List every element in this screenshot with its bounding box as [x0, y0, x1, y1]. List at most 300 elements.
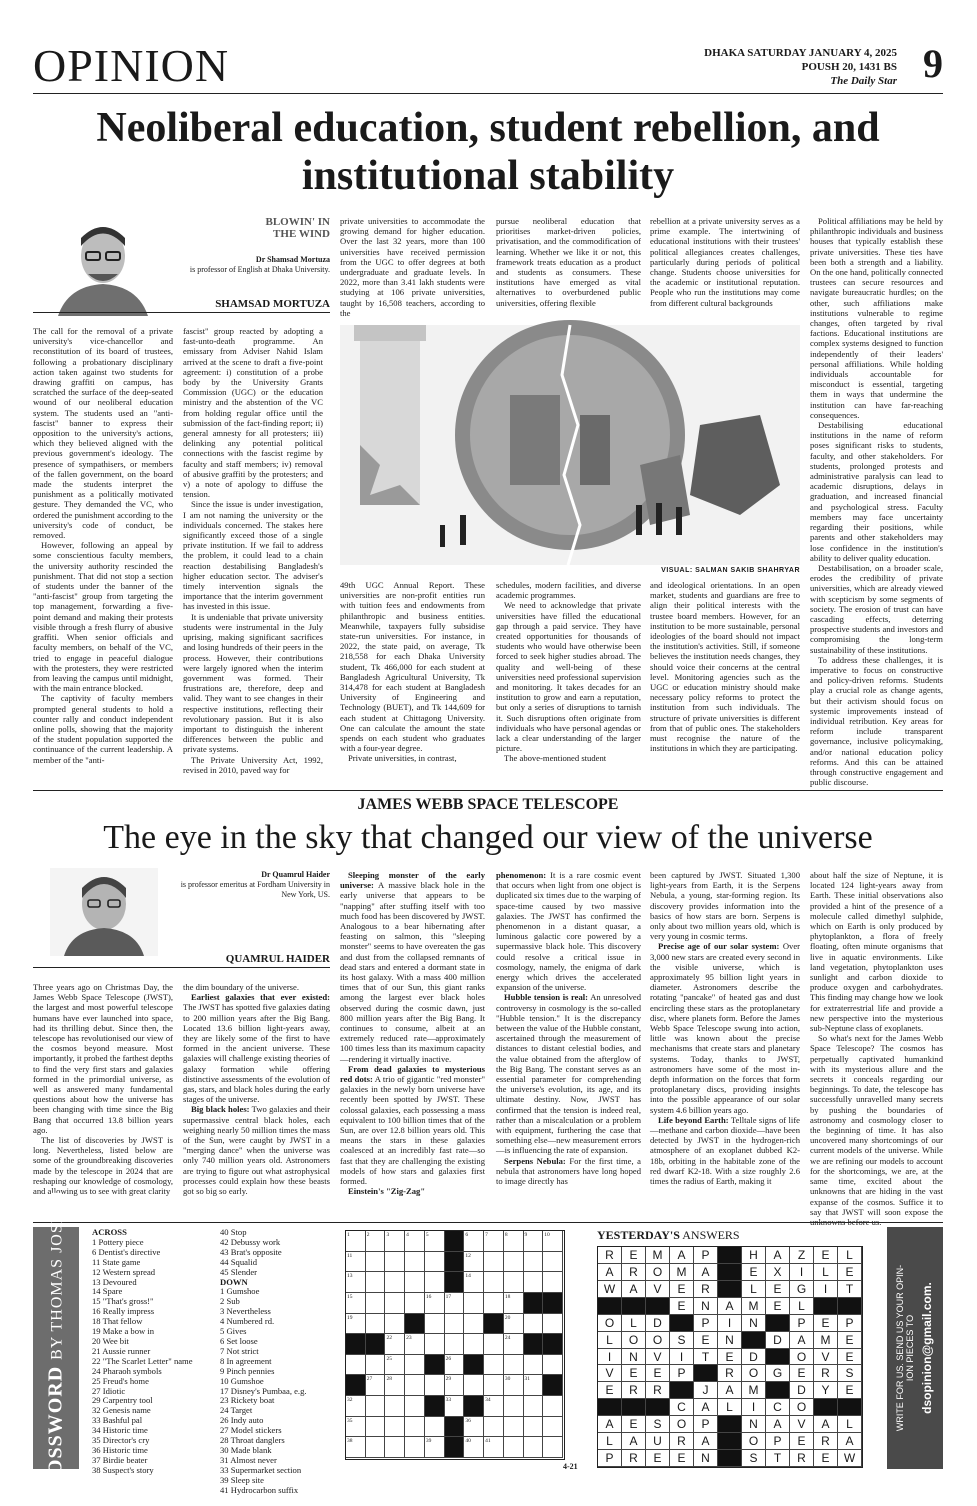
- answer-letter: V: [646, 1349, 670, 1366]
- clue-item: 19 Make a bow in: [92, 1326, 155, 1337]
- answer-letter: R: [622, 1450, 646, 1467]
- paragraph: A trio of gigantic "red monster" galaxies in the newly born universe have recently been spotted by JWST. These colossal galaxies, each possessing a mass equivalent to 100 billion times that of the Sun, are over 12.8 billion years old. This means the stars in these galaxies coalesced at an incredibly fast rate—so fast that they are challenging the existing models of how stars and galaxies first formed.: [340, 1074, 485, 1187]
- grid-cell[interactable]: 38: [346, 1437, 366, 1458]
- clue-list: [220, 1287, 338, 1495]
- clue-item: 14 Spare: [92, 1286, 123, 1297]
- clue-item: 8 In agreement: [220, 1355, 272, 1366]
- grid-cell[interactable]: [425, 1252, 445, 1273]
- paragraph: The above-mentioned student: [504, 753, 607, 764]
- answer-letter: O: [742, 1433, 766, 1450]
- grid-cell[interactable]: [366, 1355, 386, 1376]
- grid-cell[interactable]: 19: [346, 1314, 366, 1335]
- clue-item: 4 Numbered rd.: [220, 1316, 275, 1327]
- subhead: Hubble tension is real:: [504, 992, 589, 1003]
- grid-block: [543, 1334, 563, 1355]
- grid-cell[interactable]: 3: [385, 1231, 405, 1252]
- crossword-title-text: CROSSWORD: [44, 1365, 67, 1506]
- grid-block: [484, 1314, 504, 1335]
- answer-letter: R: [694, 1281, 718, 1298]
- clue-item: 6 Dentist's directive: [92, 1246, 161, 1257]
- grid-cell[interactable]: 8: [504, 1231, 524, 1252]
- byline: QUAMRUL HAIDER: [33, 953, 330, 968]
- contact-line-2: ION PIECES TO: [905, 1314, 915, 1382]
- answer-letter: E: [838, 1349, 862, 1366]
- subhead: Earliest galaxies that ever existed:: [191, 992, 330, 1003]
- clue-item: 40 Stop: [220, 1227, 247, 1237]
- clue-item: 41 Hydrocarbon suffix: [220, 1484, 299, 1495]
- grid-cell[interactable]: 36: [464, 1417, 484, 1438]
- subhead: Life beyond Earth:: [658, 1114, 729, 1125]
- page-number: 9: [923, 41, 943, 86]
- grid-cell[interactable]: [504, 1272, 524, 1293]
- answer-letter: D: [790, 1382, 814, 1399]
- answer-letter: T: [694, 1349, 718, 1366]
- author-bio-text: is professor emeritus at Fordham University in New York, US.: [180, 880, 330, 899]
- grid-cell[interactable]: 27: [366, 1375, 386, 1396]
- clue-item: 26 Indy auto: [220, 1415, 264, 1426]
- answer-letter: H: [742, 1247, 766, 1264]
- answer-letter: T: [766, 1450, 790, 1467]
- answer-letter: A: [598, 1264, 622, 1281]
- article-1-column-1: [33, 326, 173, 768]
- answer-block: [670, 1382, 694, 1399]
- grid-block: [464, 1355, 484, 1376]
- grid-cell[interactable]: [543, 1396, 563, 1417]
- clue-item: 18 That fellow: [92, 1316, 143, 1327]
- grid-cell[interactable]: 29: [445, 1375, 465, 1396]
- grid-cell[interactable]: 24: [504, 1334, 524, 1355]
- dateline: [704, 46, 897, 88]
- grid-cell[interactable]: [524, 1252, 544, 1273]
- answer-block: [718, 1450, 742, 1467]
- article-1-column-5-top: [650, 216, 800, 320]
- paragraph: So what's next for the James Webb Space Telescope? The cosmos has perpetually captivated humankind with its mysterious allure and the secrets it conceals regarding our beginnings. To date, the telescope has successfully unravelled many secrets by pushing the boundaries of astronomy and cosmology closer to the beginning of time. It has also uncovered many shortcomings of our current models of the universe. While we are refining our models to account for the shortcomings, we are, at the same time, excited about the unknowns that are hiding in the vast expanse of the cosmos. Suffice it to say that JWST will soon expose the unknowns before us.: [810, 1033, 943, 1227]
- answer-letter: O: [790, 1399, 814, 1416]
- paragraph: Destabilising educational institutions in the name of reform poses significant risks to students, faculty, and other stakeholders. For students, prolonged protests and administrative paralysis can lead to academic disruptions, delays in graduation, and increased financial and psychological stress. Faculty members may face uncertainty regarding their positions, while parents and other stakeholders may lose confidence in the institution's ability to deliver quality education.: [810, 420, 943, 563]
- answer-block: [766, 1315, 790, 1332]
- answer-block: [718, 1247, 742, 1264]
- paragraph: schedules, modern facilities, and diverse academic programmes.: [496, 580, 641, 601]
- grid-cell[interactable]: 35: [346, 1417, 366, 1438]
- clue-item: 1 Gumshoe: [220, 1286, 260, 1297]
- grid-cell[interactable]: [543, 1355, 563, 1376]
- grid-cell[interactable]: [425, 1334, 445, 1355]
- contact-line-1: WRITE FOR US. SEND US YOUR OPIN-: [895, 1264, 905, 1432]
- grid-block: [445, 1252, 465, 1273]
- grid-block: [346, 1334, 366, 1355]
- grid-cell[interactable]: [484, 1355, 504, 1376]
- crossword-author: BY THOMAS JOSEPH: [48, 1190, 66, 1360]
- grid-block: [445, 1417, 465, 1438]
- grid-cell[interactable]: [484, 1293, 504, 1314]
- paragraph: It is a rare cosmic event that occurs when light from one object is duplicated six times due to the warping of space-time caused by two massive galaxies. The JWST has confirmed the phenomenon in a distant quasar, a luminous galactic core powered by a supermassive black hole. This discovery could resolve a critical issue in cosmology, namely, the enigma of dark energy which drives the accelerated expansion of the universe.: [496, 870, 642, 993]
- answer-letter: J: [694, 1382, 718, 1399]
- grid-cell[interactable]: 34: [484, 1396, 504, 1417]
- grid-cell[interactable]: [464, 1375, 484, 1396]
- paragraph: We need to acknowledge that private universities have filled the educational gap through a paid service. They have created opportunities for thousands of students who would have otherwise been forced to seek higher studies abroad. The quality and well-being of these universities need professional supervision and monitoring. It takes decades for an institution to grow and earn a reputation, but only a series of disruptions to tarnish it. Such disruptions often originate from individuals who have personal agendas or lack a clear understanding of the larger picture.: [496, 600, 641, 754]
- answer-letter: E: [718, 1349, 742, 1366]
- answer-letter: D: [766, 1332, 790, 1349]
- grid-cell[interactable]: [366, 1437, 386, 1458]
- clue-item: 36 Historic time: [92, 1444, 148, 1455]
- answer-letter: P: [838, 1315, 862, 1332]
- answer-letter: E: [838, 1332, 862, 1349]
- grid-cell[interactable]: 6: [464, 1231, 484, 1252]
- grid-cell[interactable]: 31: [524, 1375, 544, 1396]
- answer-letter: A: [670, 1247, 694, 1264]
- answer-letter: L: [838, 1416, 862, 1433]
- answer-block: [718, 1281, 742, 1298]
- grid-cell[interactable]: [385, 1437, 405, 1458]
- grid-cell[interactable]: [504, 1437, 524, 1458]
- clue-item: 1 Pottery piece: [92, 1236, 144, 1247]
- clue-item: 30 Made blank: [220, 1444, 272, 1455]
- paragraph: Since the issue is under investigation, I am not naming the university or the individuals concerned. The stakes here significantly exceed those of a single private institution. If we fail to address the problem, it could lead to a chain reaction destabilising Bangladesh's higher education sector. The adviser's timely intervention signals the importance that the interim government has invested in this issue.: [183, 499, 323, 612]
- clue-item: 17 Disney's Pumbaa, e.g.: [220, 1385, 307, 1396]
- answer-letter: W: [838, 1450, 862, 1467]
- grid-cell[interactable]: [464, 1334, 484, 1355]
- answer-letter: L: [814, 1264, 838, 1281]
- grid-cell[interactable]: 5: [425, 1231, 445, 1252]
- clue-item: 37 Birdie beater: [92, 1454, 148, 1465]
- grid-cell[interactable]: [504, 1355, 524, 1376]
- grid-cell[interactable]: [524, 1355, 544, 1376]
- clue-item: 25 Freud's home: [92, 1375, 149, 1386]
- contact-text: [895, 1265, 915, 1431]
- grid-cell[interactable]: [405, 1375, 425, 1396]
- section-divider: [33, 790, 943, 791]
- author-bio-name: Dr Shamsad Mortuza: [255, 255, 330, 264]
- grid-cell[interactable]: 17: [445, 1293, 465, 1314]
- grid-cell[interactable]: [524, 1437, 544, 1458]
- paragraph: Private universities, in contrast,: [348, 753, 457, 764]
- answer-letter: E: [622, 1416, 646, 1433]
- grid-cell[interactable]: [385, 1417, 405, 1438]
- grid-cell[interactable]: [543, 1272, 563, 1293]
- answer-letter: R: [622, 1382, 646, 1399]
- grid-cell[interactable]: [524, 1417, 544, 1438]
- paragraph: The call for the removal of a private university's vice-chancellor and reconstitution of its board of trustees, following a probationary disciplinary action taken against two students for drawing graffiti on campus, has scratched the surface of the deep-seated wound of our neoliberal education system. The students used an "anti-fascist" banner to express their opposition to the university's actions, which they believed aligned with the previous government's ideology. The presence of sympathisers, or members of the fallen government, on the board made the students interpret the punishment as a politically motivated gesture. They demanded the VC, who ordered the punishment according to the university's code of conduct, be removed.: [33, 326, 173, 541]
- grid-id: 4-21: [563, 1462, 578, 1471]
- grid-cell[interactable]: 15: [346, 1293, 366, 1314]
- clue-item: 28 Throat danglers: [220, 1435, 285, 1446]
- grid-cell[interactable]: 30: [504, 1375, 524, 1396]
- clue-item: 32 Genesis name: [92, 1405, 151, 1416]
- grid-cell[interactable]: 23: [405, 1334, 425, 1355]
- grid-cell[interactable]: [366, 1293, 386, 1314]
- grid-cell[interactable]: 11: [346, 1252, 366, 1273]
- answer-letter: E: [790, 1433, 814, 1450]
- paragraph: For the first time, a nebula that astronomers have long hoped to image directly has: [496, 1155, 641, 1187]
- article-1-column-2: [183, 326, 323, 775]
- grid-cell[interactable]: [504, 1252, 524, 1273]
- grid-cell[interactable]: [543, 1252, 563, 1273]
- grid-cell[interactable]: [405, 1252, 425, 1273]
- grid-cell[interactable]: 32: [346, 1396, 366, 1417]
- subhead: phenomenon:: [496, 870, 547, 880]
- grid-cell[interactable]: [405, 1293, 425, 1314]
- clue-item: 15 "That's gross!": [92, 1296, 154, 1307]
- grid-cell[interactable]: [366, 1272, 386, 1293]
- clue-item: 45 Slender: [220, 1266, 257, 1277]
- grid-cell[interactable]: [524, 1314, 544, 1335]
- answer-letter: A: [718, 1298, 742, 1315]
- answer-letter: R: [622, 1264, 646, 1281]
- grid-cell[interactable]: [385, 1252, 405, 1273]
- answer-block: [718, 1264, 742, 1281]
- answer-letter: T: [838, 1281, 862, 1298]
- answer-letter: Y: [814, 1382, 838, 1399]
- grid-cell[interactable]: [385, 1314, 405, 1335]
- clue-item: 5 Gives: [220, 1326, 247, 1337]
- answer-letter: E: [814, 1247, 838, 1264]
- grid-cell[interactable]: [405, 1355, 425, 1376]
- clues-down-heading: DOWN: [220, 1276, 248, 1287]
- answer-block: [598, 1298, 622, 1315]
- answer-letter: D: [646, 1315, 670, 1332]
- grid-cell[interactable]: 41: [484, 1437, 504, 1458]
- answer-letter: A: [838, 1433, 862, 1450]
- article-2-column-4: [496, 870, 641, 1216]
- grid-cell[interactable]: [425, 1375, 445, 1396]
- grid-block: [425, 1355, 445, 1376]
- paragraph: 49th UGC Annual Report. These universities are non-profit entities run with tuition fees and endowments from philanthropic and business entities. Meanwhile, taxpayers fully subsidise state-run universities. For instance, in 2022, the state paid, on average, Tk 218,558 for each Dhaka University student, Tk 466,000 for each student at Bangladesh Agricultural University, Tk 314,478 for each student at Bangladesh University of Engineering and Technology (BUET), and Tk 144,609 for each student at Chittagong University. One can calculate the amount the state spends on each student who graduates with a four-year degree.: [340, 580, 485, 754]
- grid-cell[interactable]: 7: [484, 1231, 504, 1252]
- grid-cell[interactable]: 4: [405, 1231, 425, 1252]
- grid-cell[interactable]: 25: [385, 1355, 405, 1376]
- answer-letter: A: [694, 1433, 718, 1450]
- grid-cell[interactable]: [464, 1293, 484, 1314]
- clues-down: [220, 1228, 338, 1495]
- grid-cell[interactable]: 20: [504, 1314, 524, 1335]
- answer-letter: A: [814, 1416, 838, 1433]
- clue-item: 21 Aussie runner: [92, 1345, 151, 1356]
- clue-item: 22 "The Scarlet Letter" name: [92, 1355, 193, 1366]
- grid-cell[interactable]: [484, 1334, 504, 1355]
- grid-cell[interactable]: [425, 1272, 445, 1293]
- grid-cell[interactable]: 10: [543, 1231, 563, 1252]
- author-bio: [170, 255, 330, 275]
- crossword-grid[interactable]: [345, 1230, 565, 1460]
- headline-article-1: Neoliberal education, student rebellion, and institutional stability: [96, 105, 880, 199]
- paragraph: Two galaxies and their supermassive central black holes, each weighing nearly 50 million times the mass of the Sun, were caught by JWST in a "merging dance" when the universe was only 740 million years old. Astronomers are trying to figure out what astrophysical processes could explain how these beasts got so big so early.: [183, 1104, 330, 1197]
- answer-letter: I: [790, 1264, 814, 1281]
- grid-cell[interactable]: 28: [385, 1375, 405, 1396]
- answer-letter: M: [742, 1298, 766, 1315]
- answer-letter: E: [694, 1332, 718, 1349]
- paragraph: been captured by JWST. Situated 1,300 light-years from Earth, it is the Serpens Nebula, a young, star-forming region. Its discovery provides information into the basics of how stars are born. Serpens is only about two million years old, which is very young in cosmic terms.: [650, 870, 800, 942]
- grid-cell[interactable]: 40: [464, 1437, 484, 1458]
- grid-cell[interactable]: [366, 1417, 386, 1438]
- article-1-column-5-bottom: [650, 580, 800, 768]
- answer-block: [838, 1298, 862, 1315]
- clue-item: 34 Historic time: [92, 1425, 148, 1436]
- answer-letter: M: [814, 1332, 838, 1349]
- grid-cell[interactable]: [385, 1272, 405, 1293]
- clue-item: 33 Supermarket section: [220, 1464, 302, 1475]
- clue-item: 20 Wee bit: [92, 1335, 129, 1346]
- answer-letter: L: [838, 1247, 862, 1264]
- grid-cell[interactable]: [385, 1396, 405, 1417]
- grid-cell[interactable]: [484, 1272, 504, 1293]
- grid-cell[interactable]: [543, 1314, 563, 1335]
- brand-logo: The Daily Star: [830, 75, 897, 87]
- grid-cell[interactable]: [504, 1396, 524, 1417]
- grid-cell[interactable]: [405, 1417, 425, 1438]
- clue-item: 29 Carpentry tool: [92, 1395, 153, 1406]
- grid-cell[interactable]: 13: [346, 1272, 366, 1293]
- grid-cell[interactable]: [405, 1272, 425, 1293]
- answer-letter: E: [670, 1450, 694, 1467]
- answer-letter: R: [718, 1365, 742, 1382]
- author-photo: [50, 868, 158, 956]
- answer-letter: A: [766, 1416, 790, 1433]
- grid-block: [445, 1272, 465, 1293]
- grid-block: [543, 1375, 563, 1396]
- grid-cell[interactable]: [524, 1272, 544, 1293]
- grid-cell[interactable]: 9: [524, 1231, 544, 1252]
- answer-letter: E: [622, 1247, 646, 1264]
- grid-cell[interactable]: [484, 1252, 504, 1273]
- answer-letter: A: [718, 1382, 742, 1399]
- grid-cell[interactable]: [464, 1314, 484, 1335]
- answer-letter: V: [646, 1281, 670, 1298]
- grid-cell[interactable]: [366, 1252, 386, 1273]
- answer-letter: S: [646, 1416, 670, 1433]
- answer-letter: A: [694, 1264, 718, 1281]
- contact-email[interactable]: dsopinion@gmail.com.: [920, 1282, 934, 1414]
- answer-letter: R: [814, 1433, 838, 1450]
- answer-letter: S: [838, 1365, 862, 1382]
- clue-item: 12 Western spread: [92, 1266, 156, 1277]
- paragraph: It is undeniable that private university students were instrumental in the July uprising, making significant sacrifices and losing hundreds of their peers in the process. However, their contributions were largely ignored when the interim government was formed. Their frustrations are, therefore, deep and valid. They want to see changes in their respective institutions, reflecting their revolutionary passion. But it is also important to distinguish the inherent differences between the public and private systems.: [183, 611, 323, 755]
- grid-cell[interactable]: [543, 1437, 563, 1458]
- paragraph: Telltale signs of life—methane and carbon dioxide—have been detected by JWST in the hydrogen-rich atmosphere of an exoplanet dubbed K2-18b, orbiting in the habitable zone of the red dwarf K2-18. With a size roughly 2.6 times the radius of Earth, making it: [650, 1114, 800, 1187]
- grid-cell[interactable]: 18: [504, 1293, 524, 1314]
- clue-item: 6 Set loose: [220, 1335, 258, 1346]
- grid-cell[interactable]: 33: [445, 1396, 465, 1417]
- answer-letter: S: [670, 1332, 694, 1349]
- subhead: Einstein's "Zig-Zag": [348, 1186, 426, 1197]
- grid-cell[interactable]: [445, 1314, 465, 1335]
- paragraph: However, following an appeal by some conscientious faculty members, the university authority rescinded the punishment. That did not stop a section of students under the banner of the "anti-fascist" group from targeting the top management, forwarding a five-point demand and making their protests visible through a fresh flurry of abusive graffiti. When senior officials and faculty members, on behalf of the VC, tried to engage in peaceful dialogue with the protesters, they were restricted from leaving the campus until midnight, with the main entrance blocked.: [33, 540, 173, 694]
- grid-cell[interactable]: [385, 1293, 405, 1314]
- answer-letter: E: [838, 1264, 862, 1281]
- answer-block: [622, 1399, 646, 1416]
- answer-letter: A: [694, 1399, 718, 1416]
- paragraph: Political affiliations may be held by philanthropic individuals and business houses that typically establish these private universities. These ties have been both a strength and a liability. On the one hand, politically connected trustees can secure resources and navigate bureaucratic hurdles; on the other, such affiliations make institutions vulnerable to regime changes, often targeted by rival factions. Educational institutions are complex systems designed to function independently of their leaders' personal affiliations. While holding individuals accountable for misconduct is essential, targeting them in ways that undermine the institution can have far-reaching consequences.: [810, 216, 943, 420]
- answer-letter: R: [790, 1450, 814, 1467]
- grid-cell[interactable]: [524, 1396, 544, 1417]
- answer-letter: W: [598, 1281, 622, 1298]
- answer-letter: A: [766, 1247, 790, 1264]
- bangla-date: POUSH 20, 1431 BS: [801, 61, 897, 73]
- grid-cell[interactable]: [445, 1334, 465, 1355]
- answer-letter: V: [790, 1416, 814, 1433]
- clue-item: 10 Gumshoe: [220, 1375, 264, 1386]
- grid-cell[interactable]: 26: [445, 1355, 465, 1376]
- grid-block: [366, 1334, 386, 1355]
- crossword-divider: [33, 1222, 943, 1223]
- column-name: [266, 216, 331, 240]
- clue-list: [92, 1238, 212, 1476]
- answer-letter: P: [790, 1315, 814, 1332]
- grid-cell[interactable]: 22: [385, 1334, 405, 1355]
- paragraph: rebellion at a private university serves as a prime example. The intertwining of educational institutions with their trustees' political allegiances creates challenges, particularly during periods of political change. Students choose universities for the academic or institutional reputation. People who run the institutions may come from different cultural backgrounds: [650, 216, 800, 308]
- grid-cell[interactable]: [543, 1417, 563, 1438]
- grid-cell[interactable]: 39: [425, 1437, 445, 1458]
- answer-letter: L: [622, 1315, 646, 1332]
- answer-letter: E: [622, 1365, 646, 1382]
- clue-item: 38 Suspect's story: [92, 1464, 154, 1475]
- answer-letter: I: [670, 1349, 694, 1366]
- date: DHAKA SATURDAY JANUARY 4, 2025: [704, 47, 897, 59]
- answer-letter: R: [814, 1365, 838, 1382]
- paragraph: Over 3,000 new stars are created every second in the visible universe, which is approximately 95 billion light years in diameter. Astronomers describe the rotating "pancake" of heated gas and dust encircling these stars as the protoplanetary disc, where planets form. Before the James Webb Space Telescope swung into action, little was known about the precise mechanisms that create stars and planetary systems. Today, thanks to JWST, astronomers have some of the most in-depth information on the forces that form protoplanetary discs, providing insights into the possible appearance of our solar system 4.6 billion years ago.: [650, 941, 800, 1115]
- grid-cell[interactable]: [425, 1417, 445, 1438]
- clue-list: [220, 1228, 338, 1278]
- paragraph: The captivity of faculty members prompted general students to hold a counter rally and conduct independent online polls, showing that the majority of the student population supported the continuance of the current leadership. A member of the "anti-: [33, 693, 173, 765]
- subhead: From dead galaxies to mysterious red dots:: [340, 1063, 485, 1085]
- clue-item: 24 Pharaoh symbols: [92, 1365, 162, 1376]
- column-name-line-2: THE WIND: [273, 228, 330, 240]
- grid-cell[interactable]: [405, 1437, 425, 1458]
- grid-cell[interactable]: [366, 1396, 386, 1417]
- answer-letter: A: [622, 1281, 646, 1298]
- answer-block: [646, 1298, 670, 1315]
- grid-cell[interactable]: [484, 1417, 504, 1438]
- answer-letter: E: [814, 1450, 838, 1467]
- grid-cell[interactable]: [405, 1396, 425, 1417]
- grid-cell[interactable]: [346, 1355, 366, 1376]
- grid-cell[interactable]: 1: [346, 1231, 366, 1252]
- clue-item: 44 Squalid: [220, 1256, 258, 1267]
- answer-letter: L: [790, 1298, 814, 1315]
- answer-letter: E: [814, 1315, 838, 1332]
- answer-block: [838, 1399, 862, 1416]
- grid-cell[interactable]: 14: [464, 1272, 484, 1293]
- grid-cell[interactable]: [484, 1375, 504, 1396]
- article-1-column-4-top: [496, 216, 641, 320]
- paragraph: Destabilisation, on a broader scale, erodes the credibility of private universities, which are already viewed with scepticism by some segments of society. The erosion of trust can have cascading effects, deterring prospective students and investors and compromising the long-term sustainability of these institutions.: [810, 562, 943, 655]
- answer-block: [766, 1349, 790, 1366]
- answer-letter: G: [790, 1281, 814, 1298]
- answer-letter: P: [766, 1433, 790, 1450]
- answer-letter: S: [742, 1450, 766, 1467]
- grid-cell[interactable]: 16: [425, 1293, 445, 1314]
- answer-letter: N: [718, 1332, 742, 1349]
- paragraph: pursue neoliberal education that prioritises market-driven policies, privatisation, and the commodification of learning. Whether we like it or not, this framework treats education as a product and students as consumers. These institutions have emerged as vital alternatives to overburdened public universities, offering flexible: [496, 216, 641, 308]
- grid-cell[interactable]: 12: [464, 1252, 484, 1273]
- author-bio-text: is professor of English at Dhaka University.: [189, 265, 330, 274]
- answer-letter: E: [766, 1281, 790, 1298]
- crossword-title: [45, 1190, 68, 1506]
- clue-item: 11 State game: [92, 1256, 141, 1267]
- grid-cell[interactable]: [504, 1417, 524, 1438]
- grid-block: [425, 1396, 445, 1417]
- answer-letter: A: [790, 1332, 814, 1349]
- answer-letter: V: [814, 1349, 838, 1366]
- clues-across-heading: ACROSS: [92, 1227, 127, 1237]
- clues-across: [92, 1228, 212, 1476]
- clue-item: 7 Not strict: [220, 1345, 259, 1356]
- crossword-title-panel: [33, 1190, 79, 1506]
- grid-block: [445, 1231, 465, 1252]
- grid-cell[interactable]: [425, 1314, 445, 1335]
- article-1-column-6: [810, 216, 943, 788]
- grid-cell[interactable]: 2: [366, 1231, 386, 1252]
- grid-cell[interactable]: [366, 1314, 386, 1335]
